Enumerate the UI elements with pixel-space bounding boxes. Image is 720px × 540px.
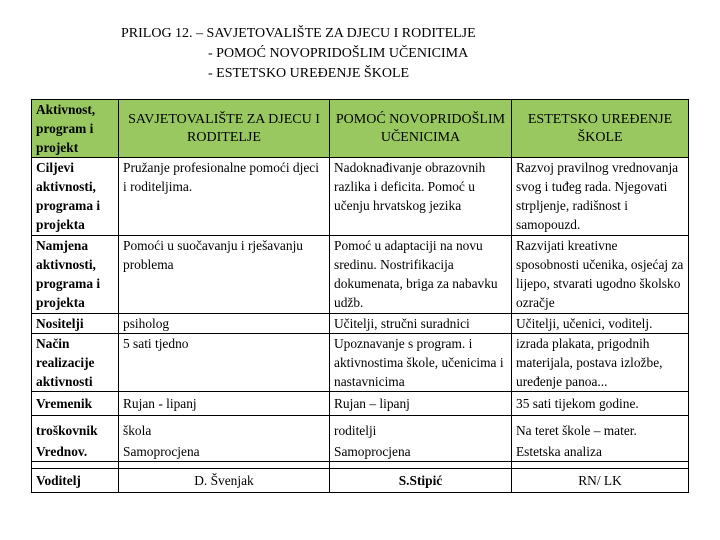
cell-troskovnik-vrednov-2 — [330, 416, 512, 462]
header-pomoc — [330, 100, 512, 158]
table-row — [32, 314, 689, 334]
row-label-ciljevi: Ciljevi aktivnosti, programa i projekta — [32, 158, 119, 236]
activity-table — [31, 99, 689, 493]
spacer-cell — [119, 462, 330, 469]
cell-voditelj-3: RN/ LK — [512, 469, 689, 493]
spacer-cell — [32, 462, 119, 469]
table-row — [32, 334, 689, 392]
spacer-cell — [330, 462, 512, 469]
table-header-row — [32, 100, 689, 158]
cell-nositelji-2: Učitelji, stručni suradnici — [330, 314, 512, 334]
cell-nositelji-1: psiholog — [119, 314, 330, 334]
header-estetsko-text: ESTETSKO UREĐENJE ŠKOLE — [527, 111, 673, 145]
cell-nacin-1: 5 sati tjedno — [119, 334, 330, 392]
spacer-row — [32, 462, 689, 469]
row-label-nacin: Način realizacije aktivnosti — [32, 334, 119, 392]
header-estetsko — [512, 100, 689, 158]
cell-vremenik-1: Rujan - lipanj — [119, 392, 330, 416]
troskovnik-2: roditelji — [334, 423, 377, 438]
header-label: Aktivnost, program i projekt — [36, 102, 96, 155]
table-row — [32, 158, 689, 236]
table-row — [32, 469, 689, 493]
cell-namjena-1: Pomoći u suočavanju i rješavanju problema — [119, 236, 330, 314]
troskovnik-3: Na teret škole – mater. — [516, 423, 637, 438]
page-title: PRILOG 12. – SAVJETOVALIŠTE ZA DJECU I RODITELJE — [121, 26, 476, 41]
vrednov-2: Samoprocjena — [334, 444, 411, 459]
cell-troskovnik-vrednov-1 — [119, 416, 330, 462]
cell-troskovnik-vrednov-3 — [512, 416, 689, 462]
row-label-nositelji: Nositelji — [32, 314, 119, 334]
label-vrednov: Vrednov. — [36, 444, 88, 459]
vrednov-3: Estetska analiza — [516, 444, 602, 459]
cell-nacin-3: izrada plakata, prigodnih materijala, postava izložbe, uređenje panoa... — [512, 334, 689, 392]
cell-ciljevi-2: Nadoknađivanje obrazovnih razlika i deficita. Pomoć u učenju hrvatskog jezika — [330, 158, 512, 236]
row-label-troskovnik-vrednov — [32, 416, 119, 462]
spacer-cell — [512, 462, 689, 469]
cell-nositelji-3: Učitelji, učenici, voditelj. — [512, 314, 689, 334]
table-row — [32, 416, 689, 462]
cell-vremenik-3: 35 sati tijekom godine. — [512, 392, 689, 416]
table-row — [32, 236, 689, 314]
cell-nacin-2: Upoznavanje s program. i aktivnostima škole, učenicima i nastavnicima — [330, 334, 512, 392]
cell-voditelj-1: D. Švenjak — [119, 469, 330, 493]
cell-ciljevi-3: Razvoj pravilnog vrednovanja svog i tuđeg rada. Njegovati strpljenje, radišnost i samopouzd. — [512, 158, 689, 236]
header-label-cell — [32, 100, 119, 158]
subtitle-line-2: - ESTETSKO UREĐENJE ŠKOLE — [208, 66, 410, 81]
cell-voditelj-2: S.Stipić — [330, 469, 512, 493]
table-row — [32, 392, 689, 416]
header-savjetovaliste-text: SAVJETOVALIŠTE ZA DJECU I RODITELJE — [128, 111, 320, 145]
row-label-namjena: Namjena aktivnosti, programa i projekta — [32, 236, 119, 314]
cell-namjena-2: Pomoć u adaptaciji na novu sredinu. Nostrifikacija dokumenata, briga za nabavku udžb. — [330, 236, 512, 314]
cell-namjena-3: Razvijati kreativne sposobnosti učenika, osjećaj za lijepo, stvarati ugodno školsko ozračje — [512, 236, 689, 314]
subtitle-line-1: - POMOĆ NOVOPRIDOŠLIM UČENICIMA — [208, 46, 469, 61]
header-savjetovaliste — [119, 100, 330, 158]
vrednov-1: Samoprocjena — [123, 444, 200, 459]
row-label-vremenik: Vremenik — [32, 392, 119, 416]
label-troskovnik: troškovnik — [36, 423, 98, 438]
cell-ciljevi-1: Pružanje profesionalne pomoći djeci i roditeljima. — [119, 158, 330, 236]
row-label-voditelj: Voditelj — [32, 469, 119, 493]
header-pomoc-text: POMOĆ NOVOPRIDOŠLIM UČENICIMA — [335, 111, 506, 145]
troskovnik-1: škola — [123, 423, 152, 438]
cell-vremenik-2: Rujan – lipanj — [330, 392, 512, 416]
